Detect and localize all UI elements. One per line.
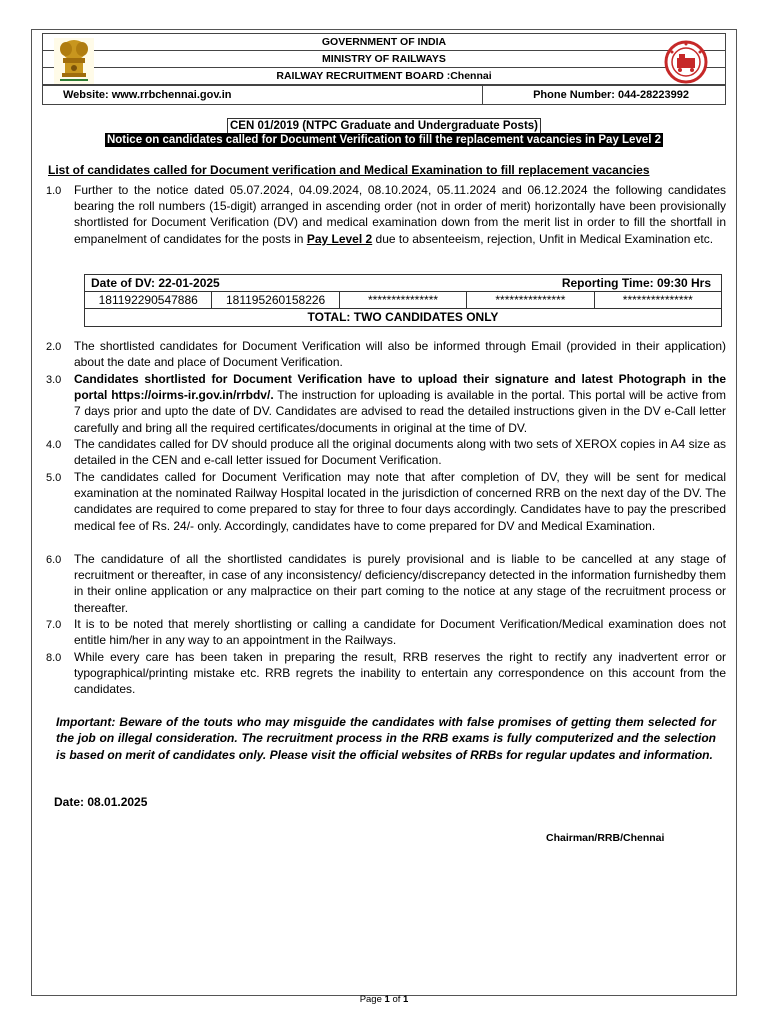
paragraph-3 bbox=[46, 371, 726, 436]
board-line: RAILWAY RECRUITMENT BOARD :Chennai bbox=[43, 68, 725, 85]
pay-level-text: Pay Level 2 bbox=[306, 231, 373, 246]
page-total: 1 bbox=[403, 994, 409, 1005]
paragraph-2 bbox=[46, 338, 726, 370]
paragraph-8 bbox=[46, 649, 726, 698]
website-text: Website: www.rrbchennai.gov.in bbox=[43, 86, 483, 104]
paragraph-number: 6.0 bbox=[46, 554, 62, 566]
issue-date: Date: 08.01.2025 bbox=[54, 795, 148, 809]
paragraph-text bbox=[74, 371, 726, 436]
paragraph-number: 5.0 bbox=[46, 472, 62, 484]
paragraph-text: The candidature of all the shortlisted candidates is purely provisional and is liable to be cancelled at any stage of recruitment or thereafter, in case of any inconsistency/ deficiency/discrepancy detected in the information furnishedby them in their online application or any malpractice on their part coming to the notice at any stage of the recruitment process or thereafter. bbox=[74, 552, 726, 615]
paragraph-number: 4.0 bbox=[46, 439, 62, 451]
paragraph-text bbox=[74, 182, 726, 247]
para3-text: The instruction for uploading is available in the portal. This portal will be active from 7 days prior and upto the date of DV. Candidates are advised to read the detailed instructions given in the DV e-Call letter carefully and bring all the required certificates/documents in original at the time of DV. bbox=[74, 388, 727, 435]
phone-text: Phone Number: 044-28223992 bbox=[533, 89, 689, 101]
contact-row bbox=[43, 85, 725, 104]
notice-title: Notice on candidates called for Document Verification to fill the replacement vacancies in Pay Level 2 bbox=[106, 134, 662, 146]
page-footer bbox=[0, 994, 768, 1005]
govt-line: GOVERNMENT OF INDIA bbox=[43, 34, 725, 51]
letterhead bbox=[42, 33, 726, 105]
paragraph-text: The candidates called for Document Verification may note that after completion of DV, they will be sent for medical examination at the nominated Railway Hospital located in the jurisdiction of concerned RRB on the next day of the DV. The candidates are required to come prepared to stay for three to four days accordingly. Candidates have to pay the prescribed medical fee of Rs. 24/- only. Accordingly, candidates have to come prepared for DV and Medical Examination. bbox=[74, 470, 726, 533]
paragraph-text: The candidates called for DV should produce all the original documents along with two sets of XEROX copies in A4 size as detailed in the CEN and e-call letter issued for Document Verification. bbox=[74, 437, 726, 468]
paragraph-5 bbox=[46, 469, 726, 534]
roll-number-cell: *************** bbox=[340, 292, 467, 308]
notice-row bbox=[0, 133, 768, 147]
important-warning: Important: Beware of the touts who may misguide the candidates with false promises of getting them selected for the job on illegal consideration. The recruitment process in the RRB exams is fully computerized and the selection is based on merit of candidates only. Please visit the official websites of RRBs for regular updates and information. bbox=[56, 715, 716, 762]
roll-number-cell: *************** bbox=[622, 293, 693, 307]
ministry-line: MINISTRY OF RAILWAYS bbox=[43, 51, 725, 68]
roll-number-row bbox=[85, 292, 721, 309]
page-number: 1 bbox=[384, 994, 390, 1005]
paragraph-number: 1.0 bbox=[46, 185, 62, 197]
paragraph-number: 2.0 bbox=[46, 341, 62, 353]
paragraph-6 bbox=[46, 551, 726, 616]
paragraph-number: 3.0 bbox=[46, 374, 62, 386]
paragraph-1 bbox=[46, 182, 726, 247]
dv-table-header bbox=[85, 275, 721, 292]
para1-text-a: Further to the notice dated 05.07.2024, 04.09.2024, 08.10.2024, 05.11.2024 and 06.12.2024 the following candidates bearing the roll numbers (15-digit) arranged in ascending order (not in order of merit) horizontally have been provisionally shortlisted for Document Verification (DV) and medical examination down from the merit list in order to fill the shortfall in empanelment of candidates for the posts in bbox=[74, 183, 726, 246]
dv-date: Date of DV: 22-01-2025 bbox=[91, 276, 220, 290]
paragraph-4 bbox=[46, 436, 726, 468]
signatory: Chairman/RRB/Chennai bbox=[546, 832, 665, 844]
paragraph-text: It is to be noted that merely shortlisting or calling a candidate for Document Verification/Medical examination does not entitle him/her in any way to an appointment in the Railways. bbox=[74, 617, 726, 648]
paragraph-number: 7.0 bbox=[46, 619, 62, 631]
roll-number-cell: 181192290547886 bbox=[85, 292, 212, 308]
dv-schedule-table bbox=[84, 274, 722, 327]
paragraph-number: 8.0 bbox=[46, 652, 62, 664]
roll-number-cell: *************** bbox=[467, 292, 594, 308]
national-emblem-icon bbox=[52, 36, 96, 86]
list-heading: List of candidates called for Document verification and Medical Examination to fill replacement vacancies bbox=[48, 163, 650, 177]
footer-mid: of bbox=[389, 994, 404, 1005]
upload-instruction: Candidates shortlisted for Document Verification have to upload their signature and latest Photograph in the portal https://oirms-ir.gov.in/rrbdv/. bbox=[74, 372, 726, 403]
reporting-time: Reporting Time: 09:30 Hrs bbox=[561, 276, 711, 290]
roll-number-cell: 181195260158226 bbox=[212, 292, 339, 308]
footer-prefix: Page bbox=[359, 994, 385, 1005]
para1-text-b: due to absenteeism, rejection, Unfit in Medical Examination etc. bbox=[372, 231, 714, 246]
total-candidates: TOTAL: TWO CANDIDATES ONLY bbox=[307, 310, 499, 324]
paragraph-7 bbox=[46, 616, 726, 648]
indian-railways-logo-icon bbox=[664, 40, 708, 84]
paragraph-text: The shortlisted candidates for Document Verification will also be informed through Email (provided in their application) about the date and place of Document Verification. bbox=[74, 339, 726, 370]
cen-title: CEN 01/2019 (NTPC Graduate and Undergraduate Posts) bbox=[227, 118, 541, 134]
paragraph-text: While every care has been taken in preparing the result, RRB reserves the right to rectify any inadvertent error or typographical/printing mistake etc. RRB regrets the inability to entertain any correspondence on this account from the candidates. bbox=[74, 650, 726, 697]
cen-row bbox=[0, 118, 768, 134]
